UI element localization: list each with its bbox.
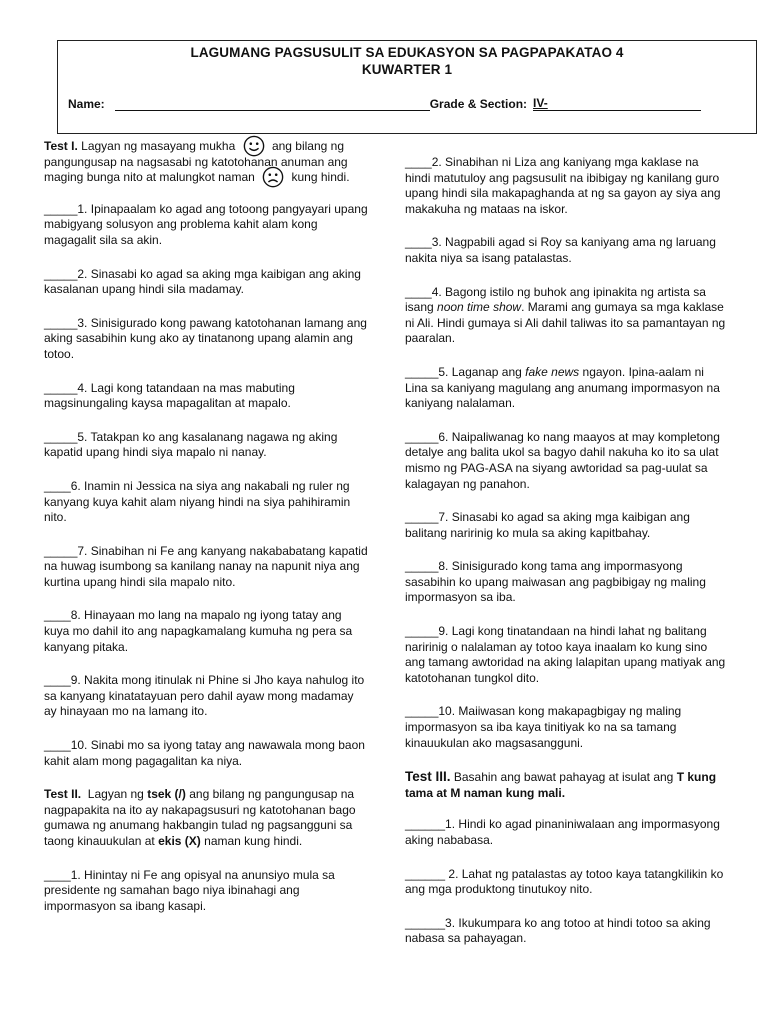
item-text: Bagong istilo ng buhok ang ipinakita ng artista sa isang: [405, 284, 706, 315]
name-label: Name:: [68, 97, 105, 111]
item-text-italic: fake news: [525, 364, 580, 379]
answer-blank[interactable]: _____9.: [405, 624, 449, 639]
item-text: Sinasabi ko agad sa aking mga kaibigan ang balitang naririnig ko mula sa aking kapitbahay.: [405, 510, 690, 540]
test2-item-5: [405, 365, 727, 412]
item-text: Nakita mong itinulak ni Phine si Jho kaya nahulog ito sa kanyang kinatatayuan pero dahil ayaw mong madamay ay hinayaan mo na lamang ito.: [44, 673, 365, 719]
item-text: 2. Lahat ng patalastas ay totoo kaya tatangkilikin ko ang mga produktong tinutukoy nito.: [405, 866, 724, 897]
test3-instr-a: Basahin ang bawat pahayag at isulat ang: [453, 770, 674, 785]
test2-item-2: [405, 155, 727, 217]
item-text: Hinayaan mo lang na mapalo ng iyong tatay ang kuya mo dahil ito ang napagkamalang kumuha ng pera sa kanyang pitaka.: [44, 608, 353, 654]
test1-item-6: [44, 479, 369, 526]
answer-blank[interactable]: ____4.: [405, 284, 442, 299]
test2-item-9: [405, 624, 727, 686]
test2-item-6: [405, 430, 727, 492]
answer-blank[interactable]: _____4.: [44, 380, 88, 395]
test3-item-3: [405, 916, 727, 947]
test1-item-5: [44, 430, 369, 461]
left-column: [44, 139, 369, 932]
answer-blank[interactable]: _____7.: [405, 510, 449, 525]
item-text: Sinisigurado kong tama ang impormasyong sasabihin ko upang maiwasan ang pagbibigay ng maling impormasyon sa iba.: [405, 559, 706, 605]
test1-item-4: [44, 381, 369, 412]
header-box: [57, 40, 757, 134]
grade-section-label: Grade & Section:: [429, 97, 528, 111]
test3-item-1: [405, 817, 727, 848]
page-title: LAGUMANG PAGSUSULIT SA EDUKASYON SA PAGPAPAKATAO 4: [190, 45, 624, 60]
test1-instr-b: ang bilang ng pangungusap na nagsasabi ng katotohanan anuman ang maging bunga nito at malungkot naman: [44, 139, 348, 185]
test1-item-10: [44, 738, 369, 769]
test2-item-4: [405, 285, 727, 347]
test2-instructions: [44, 787, 369, 849]
test1-item-1: [44, 202, 369, 249]
answer-blank[interactable]: _____2.: [44, 266, 88, 281]
test1-instr-a: Lagyan ng masayang mukha: [81, 139, 236, 153]
item-text: Sinabi mo sa iyong tatay ang nawawala mong baon kahit alam mong pagagalitan ka niya.: [44, 738, 365, 768]
item-text: Ikukumpara ko ang totoo at hindi totoo sa aking nabasa sa pahayagan.: [405, 915, 711, 946]
test1-item-9: [44, 673, 369, 720]
test2-label: Test II.: [44, 787, 82, 802]
smiley-face-icon: [243, 135, 265, 157]
answer-blank[interactable]: _____7.: [44, 543, 88, 558]
ekis-mark: ekis (X): [158, 834, 201, 848]
test2-item-7: [405, 510, 727, 541]
name-row: [68, 96, 748, 111]
item-text: Maiiwasan kong makapagbigay ng maling impormasyon sa iba kaya tinitiyak ko na sa tamang kinauukulan ako magsasangguni.: [405, 704, 682, 750]
test2-item-8: [405, 559, 727, 606]
item-text: Laganap ang: [451, 364, 522, 379]
answer-blank[interactable]: ______3.: [405, 915, 456, 930]
answer-blank[interactable]: _____5.: [44, 429, 88, 444]
item-text: Ipinapaalam ko agad ang totoong pangyayari upang mabigyang solusyon ang problema kahit alam kong magagalit sila sa akin.: [44, 201, 368, 247]
test2-instr-b: ang bilang ng pangungusap na nagpapakita na ito ay nakapagsusuri ng katotohanan bago gumawa ng anumang hakbangin tulad ng pagsangguni sa taong kinauukulan at: [44, 787, 356, 848]
grade-section-field[interactable]: [533, 96, 701, 111]
item-text: Hindi ko agad pinaniniwalaan ang impormasyong aking nababasa.: [405, 817, 720, 847]
test3-instructions: [405, 769, 727, 801]
answer-blank[interactable]: _____8.: [405, 559, 449, 574]
tsek-mark: tsek (/): [147, 787, 186, 802]
answer-blank[interactable]: ____9.: [44, 673, 81, 688]
answer-blank[interactable]: _____5.: [405, 364, 449, 379]
item-text: Naipaliwanag ko nang maayos at may kompletong detalye ang balita ukol sa bagyo dahil nakuha ko ito sa ulat mismo ng PAG-ASA na siyang awtoridad sa pag-uulat sa kalagayan ng panahon.: [405, 429, 720, 491]
test3-instr-b: T kung tama at M naman kung mali.: [405, 770, 717, 800]
grade-value: IV-: [533, 96, 548, 110]
answer-blank[interactable]: ______: [405, 866, 446, 881]
answer-blank[interactable]: _____3.: [44, 315, 88, 330]
item-text-italic: noon time show: [437, 300, 522, 315]
test2-instr-a: Lagyan ng: [87, 787, 144, 802]
item-text: Inamin ni Jessica na siya ang nakabali ng ruler ng kanyang kuya kahit alam niyang hindi na siya pahihiramin nito.: [44, 478, 351, 525]
right-column: [405, 155, 727, 965]
answer-blank[interactable]: _____6.: [405, 429, 449, 444]
sad-face-icon: [262, 166, 284, 188]
test2-item-10: [405, 704, 727, 751]
item-text: Sinisigurado kong pawang katotohanan lamang ang aking sasabihin kung ako ay tinatanong upang alamin ang totoo.: [44, 315, 367, 361]
item-text: Tatakpan ko ang kasalanang nagawa ng aking kapatid upang hindi siya mapalo ni nanay.: [44, 429, 338, 460]
test1-item-8: [44, 608, 369, 655]
test1-instr-c: kung hindi.: [291, 170, 350, 185]
item-text: Lagi kong tatandaan na mas mabuting magsinungaling kaysa mapagalitan at mapalo.: [44, 380, 295, 411]
item-text: . Marami ang gumaya sa mga kaklase ni Ali. Hindi gumaya si Ali dahil taliwas ito sa pamantayan ng paaralan.: [405, 300, 726, 346]
name-field[interactable]: [115, 98, 430, 111]
test3-item-2: [405, 867, 727, 898]
item-text: ngayon. Ipina-aalam ni Lina sa kaniyang magulang ang anumang impormasyon na kaniyang nalalaman.: [405, 364, 720, 411]
answer-blank[interactable]: ______1.: [405, 817, 456, 832]
test2-item-3: [405, 235, 727, 266]
answer-blank[interactable]: ____8.: [44, 608, 81, 623]
item-text: Nagpabili agad si Roy sa kaniyang ama ng laruang nakita niya sa isang patalastas.: [405, 235, 716, 265]
item-text: Sinabihan ni Liza ang kaniyang mga kaklase na hindi matutuloy ang pagsusulit na ibibigay ng kanilang guro upang hindi sila makapaghanda at ng sa gayon ay siya ang makakuha ng mataas na iskor.: [405, 155, 721, 216]
answer-blank[interactable]: ____1.: [44, 867, 81, 882]
item-text: Hinintay ni Fe ang opisyal na anunsiyo mula sa presidente ng samahan bago niya ibinahagi ang impormasyon sa ibang kasapi.: [44, 867, 335, 913]
answer-blank[interactable]: _____10.: [405, 704, 456, 719]
test1-label: Test I.: [44, 139, 78, 153]
answer-blank[interactable]: ____2.: [405, 155, 442, 169]
answer-blank[interactable]: ____6.: [44, 478, 81, 493]
answer-blank[interactable]: _____1.: [44, 201, 88, 216]
answer-blank[interactable]: ____3.: [405, 235, 442, 250]
test3-label: Test III.: [405, 769, 451, 785]
test1-item-7: [44, 544, 369, 591]
item-text: Lagi kong tinatandaan na hindi lahat ng balitang naririnig o nalalaman ay totoo kaya inaalam ko kung sino ang tamang awtoridad na aking lalapitan upang matiyak ang katotohanan tungkol dito.: [405, 624, 726, 685]
test2-item-1: [44, 868, 369, 915]
test1-instructions: [44, 139, 369, 186]
item-text: Sinabihan ni Fe ang kanyang nakababatang kapatid na huwag isumbong sa kanilang nanay na napunit niya ang kurtina upang hindi sila mapalo nito.: [44, 543, 368, 589]
test1-item-3: [44, 316, 369, 363]
test1-item-2: [44, 267, 369, 298]
test2-instr-c: naman kung hindi.: [204, 834, 303, 848]
item-text: Sinasabi ko agad sa aking mga kaibigan ang aking kasalanan upang hindi sila madamay.: [44, 266, 361, 297]
answer-blank[interactable]: ____10.: [44, 738, 88, 753]
quarter-title: KUWARTER 1: [361, 62, 453, 77]
